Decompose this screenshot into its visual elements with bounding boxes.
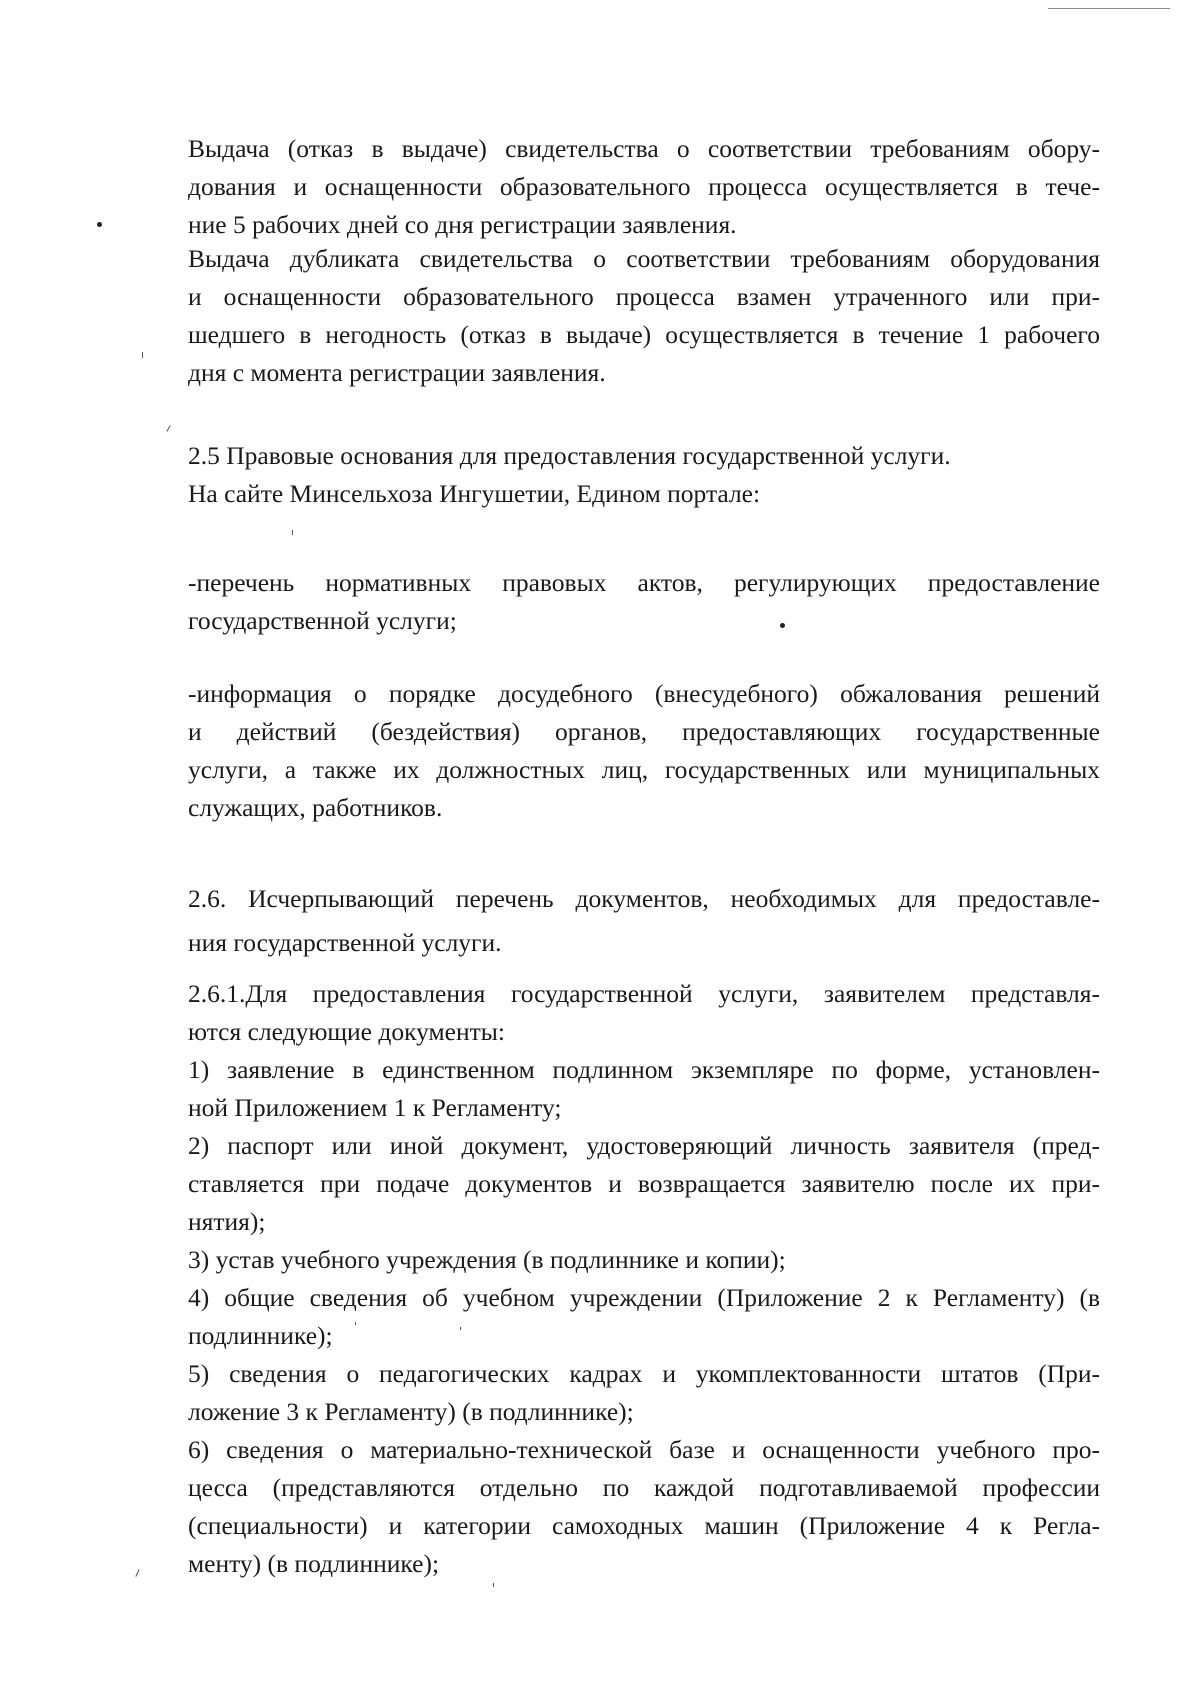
scan-mark [493, 1583, 494, 1587]
scan-mark [135, 1569, 139, 1577]
text-line: На сайте Минсельхоза Ингушетии, Едином портале: [188, 479, 761, 508]
text-line: (специальности) и категории самоходных машин (Приложение 4 к Регла- [188, 1511, 1100, 1540]
text-line: ние 5 рабочих дней со дня регистрации заявления. [188, 210, 737, 239]
text-line: служащих, работников. [188, 793, 443, 822]
paragraph-issuance-terms [188, 130, 1100, 244]
text-line: 6) сведения о материально-технической базе и оснащенности учебного про- [188, 1435, 1100, 1464]
text-line: ются следующие документы: [188, 1017, 505, 1046]
scan-mark [292, 530, 293, 535]
text-line: 2) паспорт или иной документ, удостоверяющий личность заявителя (пред- [188, 1131, 1100, 1160]
text-line: услуги, а также их должностных лиц, государственных или муниципальных [188, 755, 1100, 784]
text-line: 2.6. Исчерпывающий перечень документов, необходимых для предоставле- [188, 884, 1100, 913]
text-line: 2.6.1.Для предоставления государственной услуги, заявителем представля- [188, 979, 1100, 1008]
text-line: и оснащенности образовательного процесса взамен утраченного или при- [188, 282, 1100, 311]
section-2-6-1-documents [188, 975, 1100, 1583]
text-line: и действий (бездействия) органов, предоставляющих государственные [188, 717, 1100, 746]
text-line: ния государственной услуги. [188, 928, 502, 957]
text-line: 4) общие сведения об учебном учреждении (Приложение 2 к Регламенту) (в [188, 1283, 1100, 1312]
text-line: -информация о порядке досудебного (внесудебного) обжалования решений [188, 679, 1100, 708]
text-line: дня с момента регистрации заявления. [188, 358, 606, 387]
text-line: Выдача (отказ в выдаче) свидетельства о соответствии требованиям обору- [188, 134, 1100, 163]
section-2-6-heading [188, 874, 1100, 962]
scan-mark [142, 352, 143, 358]
text-line: менту) (в подлиннике); [188, 1549, 440, 1578]
text-line: 3) устав учебного учреждения (в подлиннике и копии); [188, 1245, 786, 1274]
text-line: Выдача дубликата свидетельства о соответствии требованиям оборудования [188, 244, 1100, 273]
top-divider [1048, 8, 1170, 9]
section-2-5-heading [188, 437, 1100, 513]
list-item-legal-acts [188, 564, 1100, 640]
text-line: -перечень нормативных правовых актов, регулирующих предоставление [188, 568, 1100, 597]
text-line: нятия); [188, 1207, 266, 1236]
text-line: государственной услуги; [188, 606, 457, 635]
text-line: ставляется при подаче документов и возвращается заявителю после их при- [188, 1169, 1100, 1198]
paragraph-duplicate-terms [188, 240, 1100, 392]
list-item-appeal-info [188, 675, 1100, 827]
text-line: 5) сведения о педагогических кадрах и укомплектованности штатов (При- [188, 1359, 1100, 1388]
scan-mark [166, 425, 170, 432]
text-line: цесса (представляются отдельно по каждой подготавливаемой профессии [188, 1473, 1100, 1502]
text-line: дования и оснащенности образовательного процесса осуществляется в тече- [188, 172, 1100, 201]
text-line: 2.5 Правовые основания для предоставления государственной услуги. [188, 441, 951, 470]
text-line: ной Приложением 1 к Регламенту; [188, 1093, 562, 1122]
text-line: подлиннике); [188, 1321, 333, 1350]
scan-speck [97, 222, 102, 227]
text-line: шедшего в негодность (отказ в выдаче) осуществляется в течение 1 рабочего [188, 320, 1100, 349]
text-line: ложение 3 к Регламенту) (в подлиннике); [188, 1397, 634, 1426]
text-line: 1) заявление в единственном подлинном экземпляре по форме, установлен- [188, 1055, 1100, 1084]
